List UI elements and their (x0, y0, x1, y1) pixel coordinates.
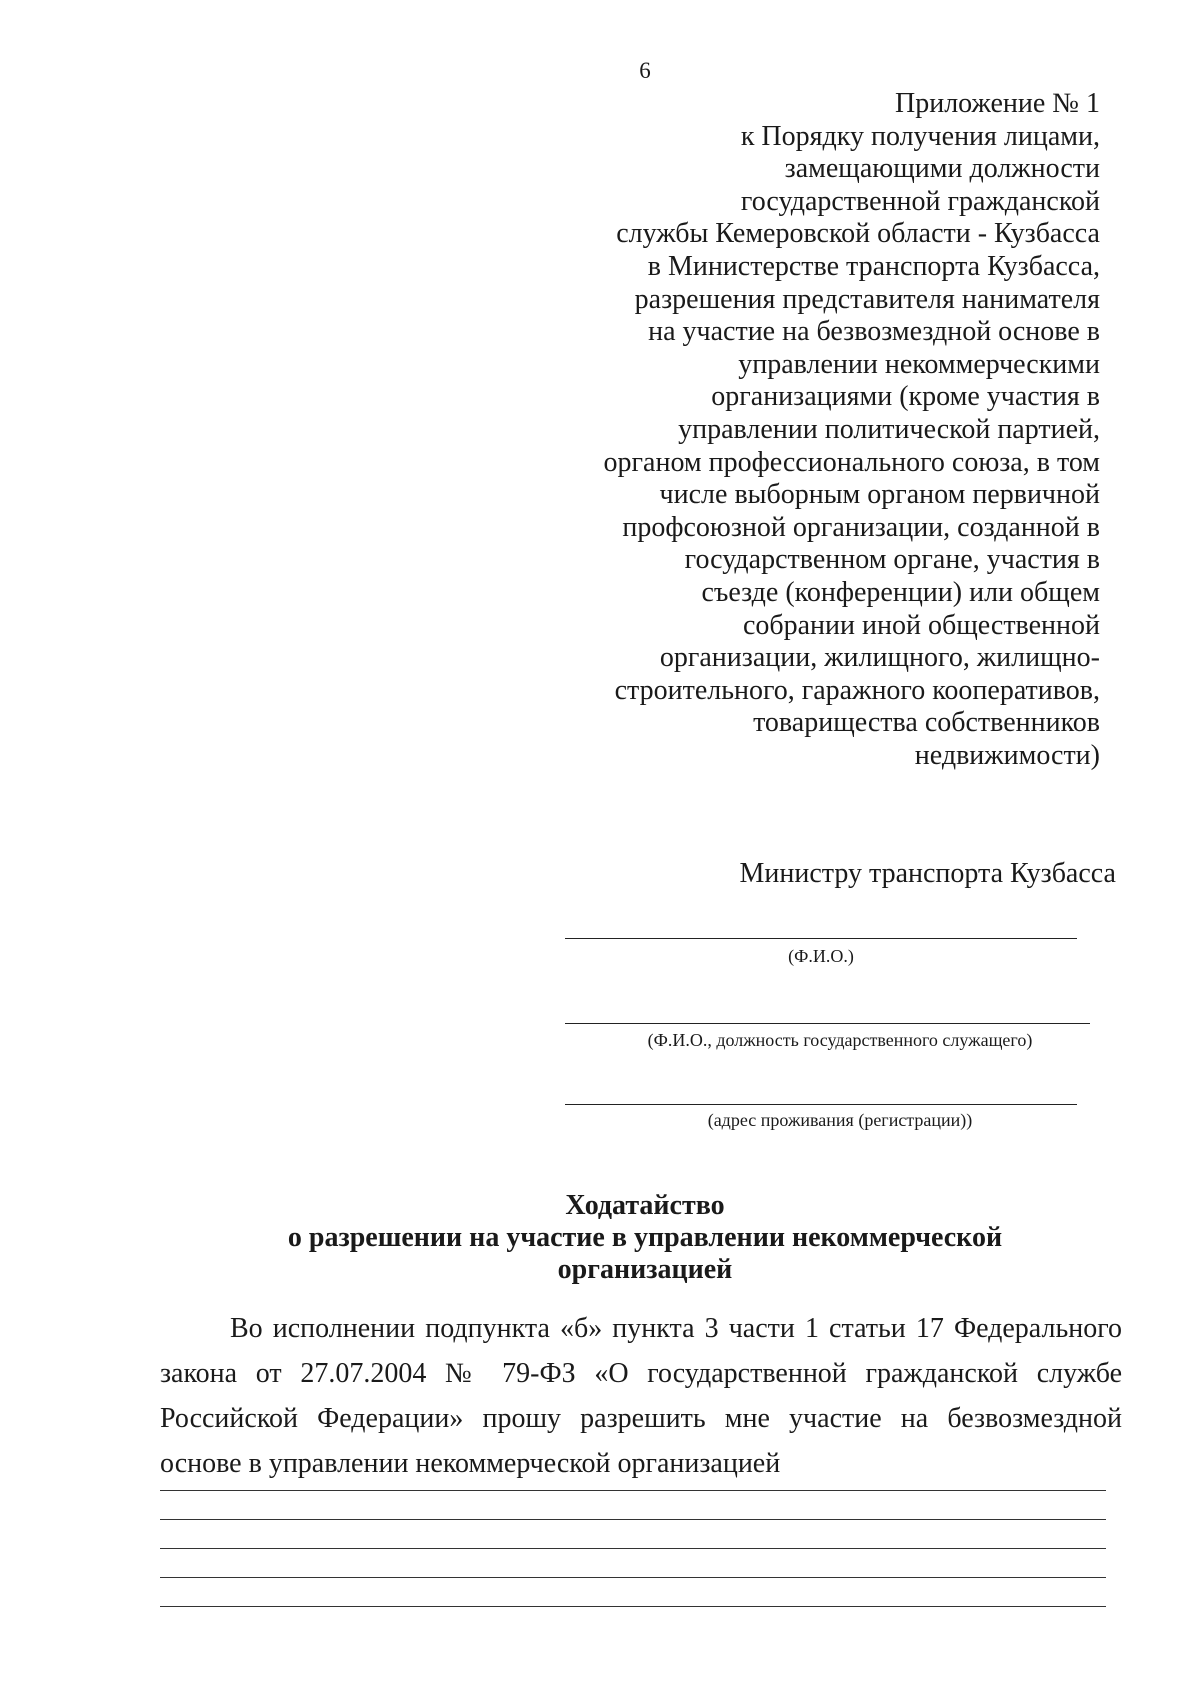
fill-in-line[interactable] (160, 1519, 1106, 1520)
appendix-line: государственном органе, участия в (684, 544, 1100, 576)
appendix-line: к Порядку получения лицами, (740, 120, 1100, 152)
appendix-line: замещающими должности (784, 153, 1100, 185)
fio-position-caption: (Ф.И.О., должность государственного служащего) (647, 1030, 1033, 1050)
appendix-line: недвижимости) (914, 739, 1100, 771)
appendix-line: в Министерстве транспорта Кузбасса, (647, 250, 1100, 282)
appendix-line: товарищества собственников (753, 707, 1100, 739)
address-field-line[interactable] (565, 1104, 1077, 1105)
appendix-line: государственной гражданской (740, 185, 1100, 217)
appendix-line: профсоюзной организации, созданной в (622, 511, 1100, 543)
petition-body-text: Во исполнении подпункта «б» пункта 3 части 1 статьи 17 Федерального закона от 27.07.2004 № 79-ФЗ «О государственной гражданской службе Российской Федерации» прошу разрешить мне участие на безвозмездной основе в управлении некоммерческой организацией (160, 1313, 1122, 1479)
page-number: 6 (639, 58, 651, 83)
appendix-line: управлении политической партией, (678, 413, 1100, 445)
addressee: Министру транспорта Кузбасса (739, 858, 1116, 889)
fio-position-field-line[interactable] (565, 1023, 1090, 1024)
title-line: Ходатайство (565, 1190, 725, 1221)
title-line: организацией (557, 1254, 733, 1285)
fill-in-line[interactable] (160, 1606, 1106, 1607)
appendix-line: на участие на безвозмездной основе в (648, 316, 1100, 348)
fill-in-line[interactable] (160, 1577, 1106, 1578)
appendix-line: организациями (кроме участия в (711, 381, 1100, 413)
appendix-line: органом профессионального союза, в том (603, 446, 1100, 478)
appendix-line: собрании иной общественной (742, 609, 1100, 641)
appendix-line: строительного, гаражного кооперативов, (614, 674, 1100, 706)
fio-caption: (Ф.И.О.) (788, 946, 854, 966)
address-caption: (адрес проживания (регистрации)) (707, 1110, 973, 1130)
appendix-header (540, 88, 1100, 772)
fill-in-line[interactable] (160, 1548, 1106, 1549)
appendix-line: Приложение № 1 (895, 88, 1100, 119)
title-line: о разрешении на участие в управлении некоммерческой (287, 1222, 1003, 1253)
fill-in-line[interactable] (160, 1490, 1106, 1491)
document-title (150, 1190, 1140, 1286)
appendix-line: службы Кемеровской области - Кузбасса (616, 218, 1100, 250)
appendix-line: съезде (конференции) или общем (701, 576, 1100, 608)
fio-field-line[interactable] (565, 938, 1077, 939)
appendix-line: организации, жилищного, жилищно- (659, 642, 1100, 674)
appendix-line: управлении некоммерческими (738, 348, 1100, 380)
appendix-line: разрешения представителя нанимателя (634, 283, 1100, 315)
appendix-line: числе выборным органом первичной (659, 479, 1100, 511)
